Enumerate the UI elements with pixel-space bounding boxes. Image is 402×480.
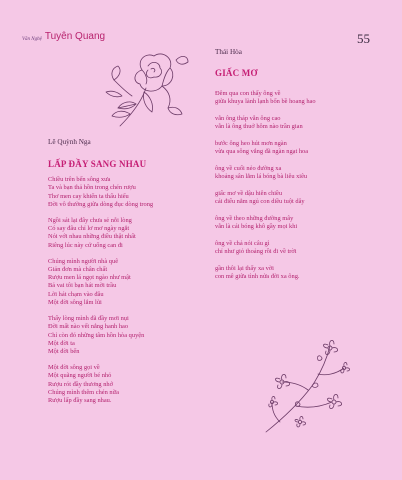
poem-line: vẫn ông tháp vẫn ông cao (215, 114, 281, 122)
poem-left-author: Lê Quỳnh Nga (48, 138, 91, 146)
poem-line: Một quãng người bé nhỏ (48, 372, 112, 380)
stanza (215, 240, 385, 257)
poem-line: giữa khuya lành lạnh bốn bề hoang hao (215, 98, 316, 106)
page-number: 55 (357, 31, 370, 46)
poem-line: Ta và bạn thả hồn trong chén rượu (48, 184, 136, 192)
blossom-branch-illustration-icon (256, 336, 352, 438)
poem-line: Thơ men cay khiến ta thấu hiểu (48, 192, 129, 200)
poem-line: Một đời sông gọi về (48, 364, 100, 372)
poem-line: Bả vai tôi bạn hát mời trầu (48, 282, 117, 290)
poem-line: ông về cuối nẻo đường xa (215, 164, 282, 172)
poem-right-author: Thái Hòa (215, 48, 242, 56)
poem-left (48, 138, 218, 413)
poem-line: Rượu rót đầy thương nhớ (48, 380, 113, 388)
poem-right (215, 48, 385, 290)
poem-line: vẫn là cái bóng khô gầy mọi khi (215, 223, 298, 231)
poem-line: Đời mất nào vết nắng hanh hao (48, 323, 129, 331)
poem-line: chỉ như giỏ thoảng rồi đi về trời (215, 248, 297, 256)
poem-line: Lời hát chạm vào đâu (48, 290, 104, 298)
logo-brand-text: Tuyên Quang (44, 31, 106, 42)
stanza (48, 217, 218, 250)
stanza (215, 190, 385, 207)
poem-line: cái điếu nằm ngủ con diều tuột dây (215, 198, 305, 206)
poem-line: Một đời bến (48, 348, 80, 356)
poem-line: gần thôi lại thấy xa vời (215, 264, 274, 272)
poem-line: Có say đâu chỉ lơ mơ ngày ngắt (48, 225, 130, 233)
poem-line: bước ông heo hút mơn ngàn (215, 139, 287, 147)
poem-line: vừa qua sông vắng đã ngàn ngạt hoa (215, 148, 309, 156)
stanza (48, 258, 218, 308)
poem-line: Đêm qua con thấy ông về (215, 90, 281, 97)
stanza (215, 215, 385, 232)
poem-line: Giản đơn mà chân chất (48, 265, 108, 273)
poem-line: Một đời ta (48, 339, 75, 347)
logo-small-text: Văn Nghệ (22, 37, 42, 42)
poem-line: Một đời sông lắm lũi (48, 299, 102, 307)
stanza (48, 176, 218, 209)
poem-line: Chúng mình người nhà quê (48, 257, 119, 265)
poem-line: Rượu men lá ngọt ngào như mật (48, 274, 131, 282)
poem-line: Riêng lúc này cứ uống can đi (48, 241, 123, 249)
poem-line: Đời vô thường giữa dòng đục dòng trong (48, 200, 154, 208)
poem-line: vẫn là ông thuở hôm nào trần gian (215, 123, 303, 131)
poem-line: Chỉ còn đó những tâm hồn hòa quyện (48, 331, 145, 339)
poem-right-title: GIẤC MƠ (215, 68, 258, 78)
stanza (215, 140, 385, 157)
stanza (215, 165, 385, 182)
poem-line: Ngồi sát lại đây chưa sẻ nỗi lòng (48, 216, 132, 224)
poem-line: ông về theo những đường mây (215, 214, 294, 222)
stanza (48, 315, 218, 356)
stanza (48, 364, 218, 405)
poem-left-title: LẤP ĐẦY SANG NHAU (48, 159, 147, 169)
stanza (215, 90, 385, 107)
poem-line: Nói với nhau những điều thật nhất (48, 233, 136, 241)
rose-illustration-icon (84, 40, 194, 140)
poem-line: Rượu lấp đầy sang nhau. (48, 397, 112, 405)
stanza (215, 265, 385, 282)
poem-line: giấc mơ về dậu hiên chiều (215, 189, 283, 197)
stanza (215, 115, 385, 132)
poem-line: Chúng mình thêm chén nữa (48, 388, 119, 396)
poem-line: Chiều trên bến sông xưa (48, 176, 111, 183)
poem-line: khoảng sân lắm lá bóng bà liêu xiêu (215, 173, 308, 181)
poem-line: Thấy lòng mình đã đầy mơi nụi (48, 314, 129, 322)
poem-line: con mê giữa tình nửa đời xa ông. (215, 273, 300, 281)
poem-line: ông về chả nói câu gì (215, 239, 270, 247)
